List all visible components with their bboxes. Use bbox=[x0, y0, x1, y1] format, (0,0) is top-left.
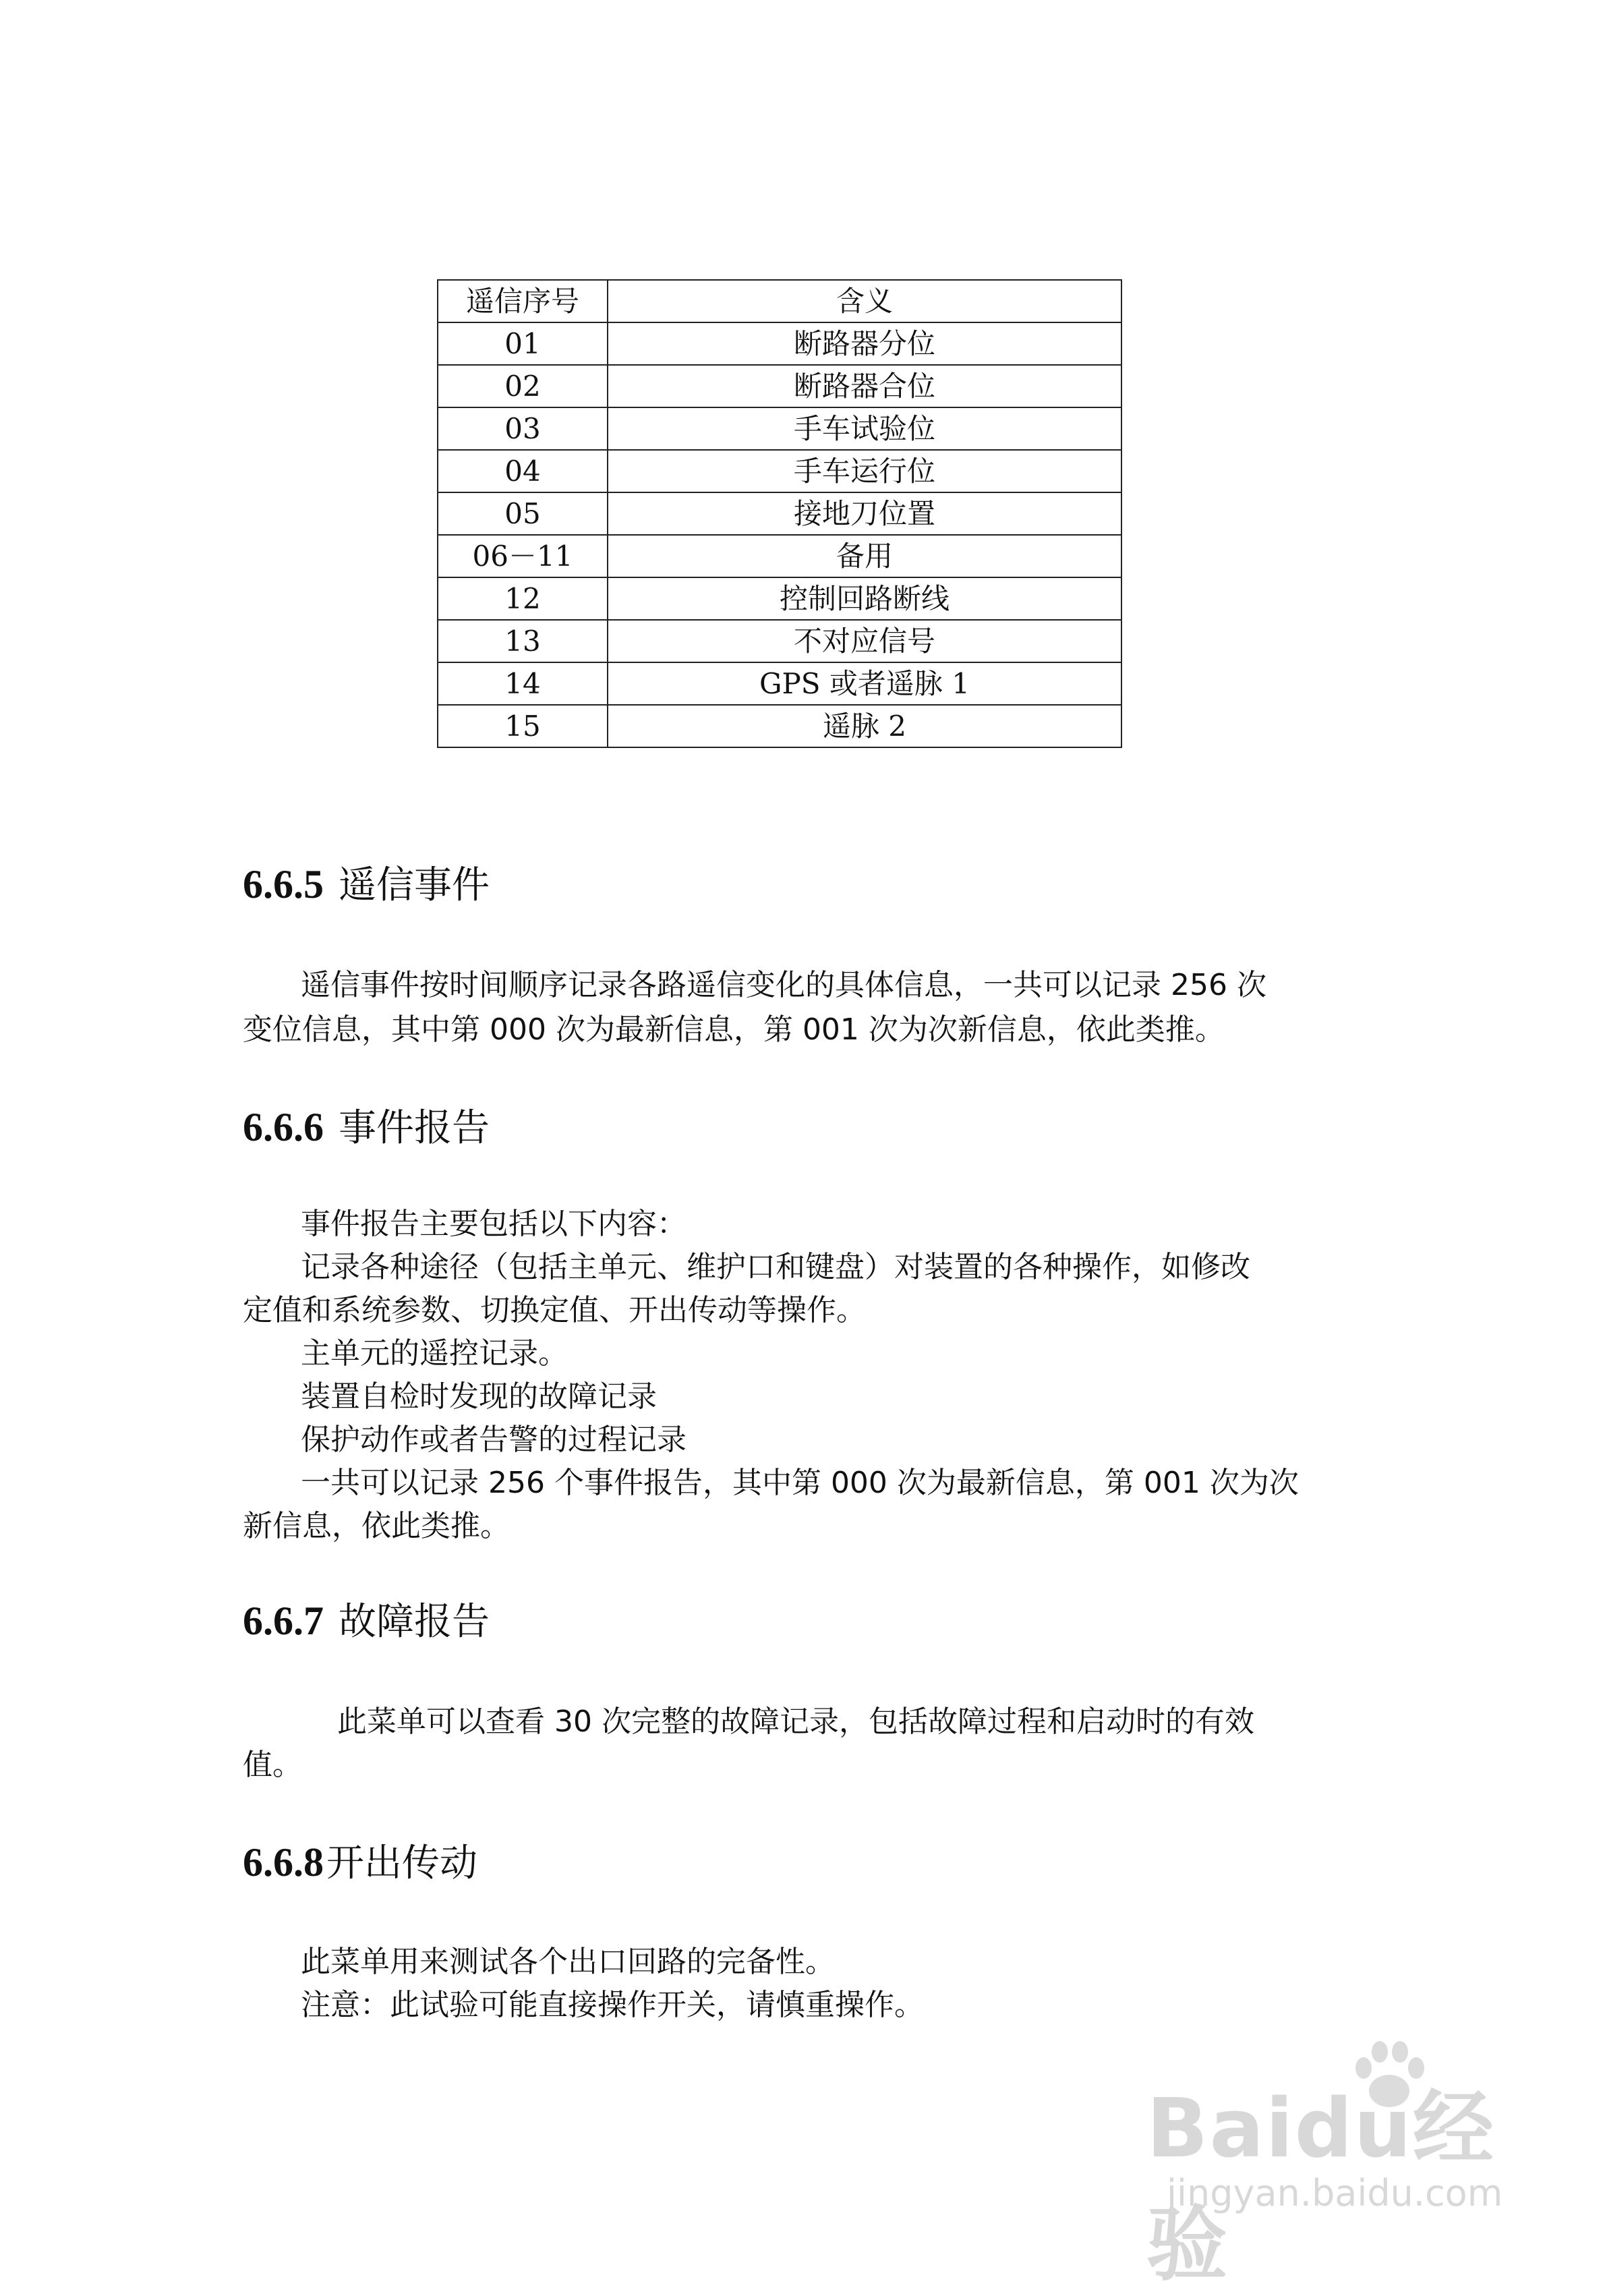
paragraph-line: 事件报告主要包括以下内容： bbox=[301, 1207, 687, 1241]
table-row bbox=[438, 450, 1121, 492]
paragraph-line: 保护动作或者告警的过程记录 bbox=[301, 1423, 687, 1457]
table-cell: 05 bbox=[438, 492, 608, 535]
table-row bbox=[438, 705, 1121, 747]
table-row bbox=[438, 577, 1121, 620]
section-number: 6.6.7 bbox=[243, 1599, 324, 1643]
table-row bbox=[438, 407, 1121, 450]
section-title: 开出传动 bbox=[326, 1841, 477, 1885]
table-cell: 02 bbox=[438, 365, 608, 407]
table-row bbox=[438, 322, 1121, 365]
paragraph-line: 变位信息，其中第 000 次为最新信息，第 001 次为次新信息，依此类推。 bbox=[243, 1012, 1225, 1047]
paragraph-line: 此菜单用来测试各个出口回路的完备性。 bbox=[301, 1945, 835, 1979]
paragraph-line: 主单元的遥控记录。 bbox=[301, 1336, 568, 1371]
paragraph-line: 装置自检时发现的故障记录 bbox=[301, 1379, 657, 1414]
table-cell: 控制回路断线 bbox=[608, 577, 1121, 620]
section-title: 故障报告 bbox=[339, 1600, 490, 1644]
table-row bbox=[438, 365, 1121, 407]
watermark-logo: Baidu经验 bbox=[1146, 2082, 1495, 2292]
section-number: 6.6.8 bbox=[243, 1840, 324, 1885]
section-number: 6.6.6 bbox=[243, 1105, 324, 1149]
paragraph-line: 记录各种途径（包括主单元、维护口和键盘）对装置的各种操作，如修改 bbox=[301, 1250, 1250, 1284]
paragraph-line: 值。 bbox=[243, 1748, 302, 1782]
section-heading-667 bbox=[243, 1592, 490, 1646]
table-cell: 04 bbox=[438, 450, 608, 492]
baidu-watermark bbox=[1146, 2037, 1524, 2292]
table-cell: 01 bbox=[438, 322, 608, 365]
paragraph-line: 定值和系统参数、切换定值、开出传动等操作。 bbox=[243, 1293, 866, 1327]
table-cell: 手车运行位 bbox=[608, 450, 1121, 492]
table-header-cell: 含义 bbox=[608, 280, 1121, 322]
table-cell: 断路器合位 bbox=[608, 365, 1121, 407]
table-row bbox=[438, 535, 1121, 577]
table-header-cell: 遥信序号 bbox=[438, 280, 608, 322]
section-heading-666 bbox=[243, 1098, 490, 1152]
section-title: 遥信事件 bbox=[339, 863, 490, 907]
paragraph-line: 遥信事件按时间顺序记录各路遥信变化的具体信息，一共可以记录 256 次 bbox=[301, 968, 1266, 1002]
table-cell: 06－11 bbox=[438, 535, 608, 577]
table-cell: 断路器分位 bbox=[608, 322, 1121, 365]
table-cell: 接地刀位置 bbox=[608, 492, 1121, 535]
table-row bbox=[438, 492, 1121, 535]
table-row bbox=[438, 662, 1121, 705]
table-row bbox=[438, 620, 1121, 662]
table-cell: 14 bbox=[438, 662, 608, 705]
section-heading-668 bbox=[243, 1833, 477, 1887]
table-header-row bbox=[438, 280, 1121, 322]
table-cell: 03 bbox=[438, 407, 608, 450]
paragraph-line: 注意：此试验可能直接操作开关，请慎重操作。 bbox=[301, 1988, 924, 2022]
table-cell: 手车试验位 bbox=[608, 407, 1121, 450]
table-cell: 13 bbox=[438, 620, 608, 662]
table-cell: 不对应信号 bbox=[608, 620, 1121, 662]
signal-table bbox=[437, 279, 1122, 748]
table-cell: GPS 或者遥脉 1 bbox=[608, 662, 1121, 705]
paragraph-line: 新信息，依此类推。 bbox=[243, 1509, 510, 1543]
table-cell: 15 bbox=[438, 705, 608, 747]
section-heading-665 bbox=[243, 855, 490, 909]
table-cell: 12 bbox=[438, 577, 608, 620]
paragraph-line: 一共可以记录 256 个事件报告，其中第 000 次为最新信息，第 001 次为次 bbox=[301, 1466, 1299, 1500]
section-number: 6.6.5 bbox=[243, 862, 324, 907]
table-cell: 备用 bbox=[608, 535, 1121, 577]
paragraph-line: 此菜单可以查看 30 次完整的故障记录，包括故障过程和启动时的有效 bbox=[337, 1704, 1254, 1739]
table-cell: 遥脉 2 bbox=[608, 705, 1121, 747]
section-title: 事件报告 bbox=[339, 1106, 490, 1150]
watermark-url: jingyan.baidu.com bbox=[1167, 2172, 1503, 2214]
